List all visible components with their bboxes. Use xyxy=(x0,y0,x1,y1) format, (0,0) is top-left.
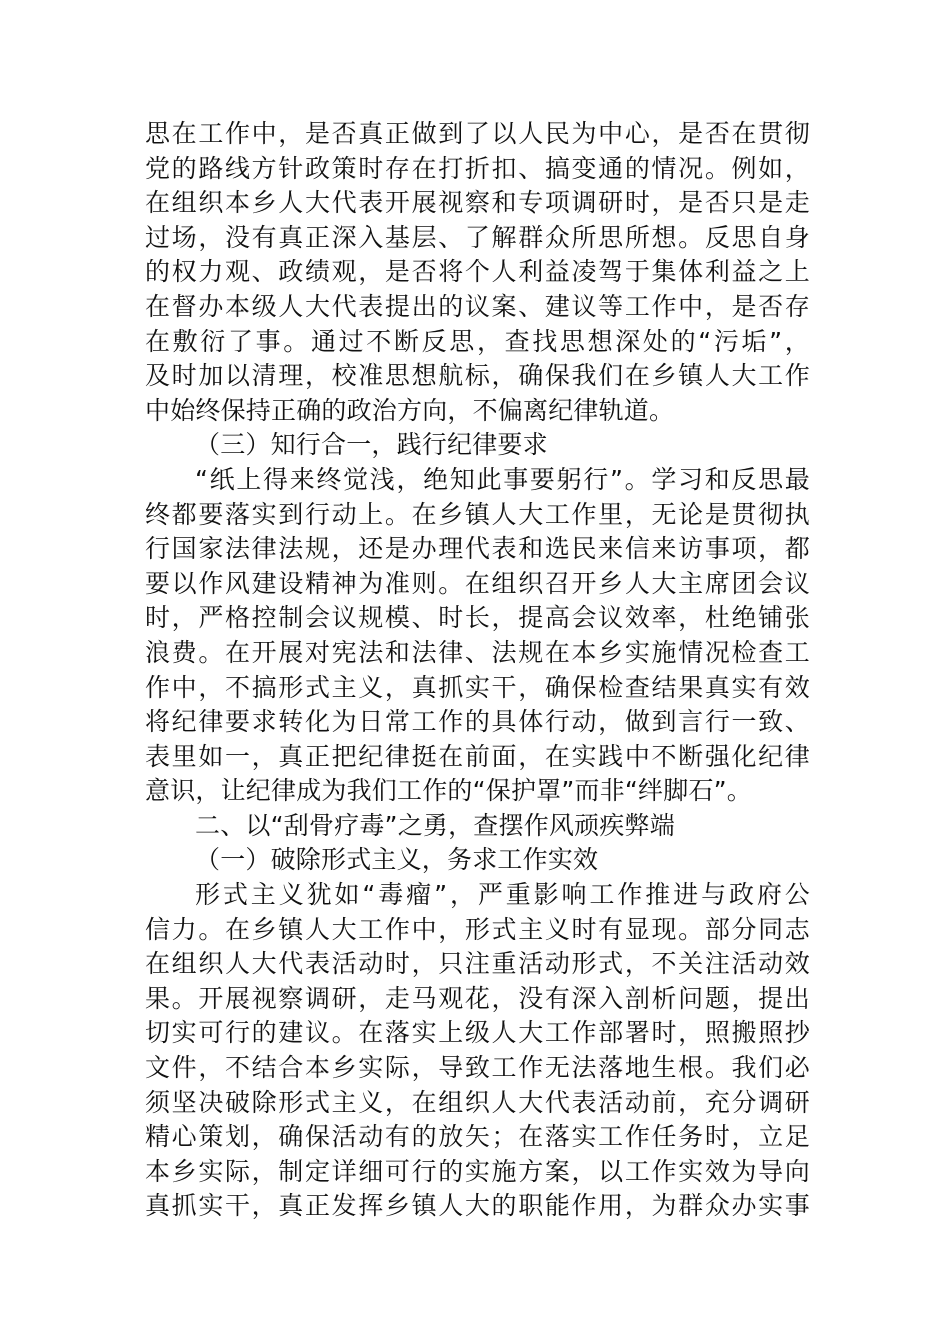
paragraph-line: 精心策划，确保活动有的放矢；在落实工作任务时，立足 xyxy=(145,1122,810,1152)
paragraph-line: 作中，不搞形式主义，真抓实干，确保检查结果真实有效 xyxy=(145,672,810,702)
paragraph-line: 在组织人大代表活动时，只注重活动形式，不关注活动效 xyxy=(145,949,810,979)
paragraph-line: 须坚决破除形式主义，在组织人大代表活动前，充分调研 xyxy=(145,1087,810,1117)
paragraph-line: 的权力观、政绩观，是否将个人利益凌驾于集体利益之上 xyxy=(145,257,810,287)
paragraph-line: 在督办本级人大代表提出的议案、建议等工作中，是否存 xyxy=(145,291,810,321)
paragraph-line: 浪费。在开展对宪法和法律、法规在本乡实施情况检查工 xyxy=(145,637,810,667)
paragraph-line: 终都要落实到行动上。在乡镇人大工作里，无论是贯彻执 xyxy=(145,499,810,529)
body-text xyxy=(145,117,810,1224)
paragraph-line: 行国家法律法规，还是办理代表和选民来信来访事项，都 xyxy=(145,534,810,564)
paragraph-line: 本乡实际，制定详细可行的实施方案，以工作实效为导向 xyxy=(145,1156,810,1186)
paragraph-line: 真抓实干，真正发挥乡镇人大的职能作用，为群众办实事 xyxy=(145,1191,810,1221)
paragraph-line: 表里如一，真正把纪律挺在前面，在实践中不断强化纪律 xyxy=(145,741,810,771)
paragraph-line: 意识，让纪律成为我们工作的“保护罩”而非“绊脚石”。 xyxy=(145,776,753,806)
paragraph-line: 切实可行的建议。在落实上级人大工作部署时，照搬照抄 xyxy=(145,1018,810,1048)
paragraph-line: 将纪律要求转化为日常工作的具体行动，做到言行一致、 xyxy=(145,707,810,737)
paragraph-line: 要以作风建设精神为准则。在组织召开乡人大主席团会议 xyxy=(145,568,810,598)
paragraph-line: 在组织本乡人大代表开展视察和专项调研时，是否只是走 xyxy=(145,188,810,218)
paragraph-line: 形式主义犹如“毒瘤”，严重影响工作推进与政府公 xyxy=(195,880,810,910)
section-heading: （三）知行合一，践行纪律要求 xyxy=(195,430,548,460)
paragraph-line: 及时加以清理，校准思想航标，确保我们在乡镇人大工作 xyxy=(145,361,810,391)
paragraph-line: 思在工作中，是否真正做到了以人民为中心，是否在贯彻 xyxy=(145,119,810,148)
paragraph-line: 过场，没有真正深入基层、了解群众所思所想。反思自身 xyxy=(145,222,810,252)
paragraph-line: 时，严格控制会议规模、时长，提高会议效率，杜绝铺张 xyxy=(145,603,810,633)
paragraph-line: 果。开展视察调研，走马观花，没有深入剖析问题，提出 xyxy=(145,983,810,1013)
paragraph-line: 信力。在乡镇人大工作中，形式主义时有显现。部分同志 xyxy=(145,914,810,944)
section-heading: （一）破除形式主义，务求工作实效 xyxy=(195,845,599,875)
paragraph-line: 中始终保持正确的政治方向，不偏离纪律轨道。 xyxy=(145,395,675,425)
paragraph-line: 在敷衍了事。通过不断反思，查找思想深处的“污垢”， xyxy=(145,326,810,356)
paragraph-line: 文件，不结合本乡实际，导致工作无法落地生根。我们必 xyxy=(145,1053,810,1083)
section-heading: 二、以“刮骨疗毒”之勇，查摆作风顽疾弊端 xyxy=(195,810,675,840)
paragraph-line: “纸上得来终觉浅，绝知此事要躬行”。学习和反思最 xyxy=(195,464,810,494)
paragraph-line: 党的路线方针政策时存在打折扣、搞变通的情况。例如， xyxy=(145,153,810,183)
